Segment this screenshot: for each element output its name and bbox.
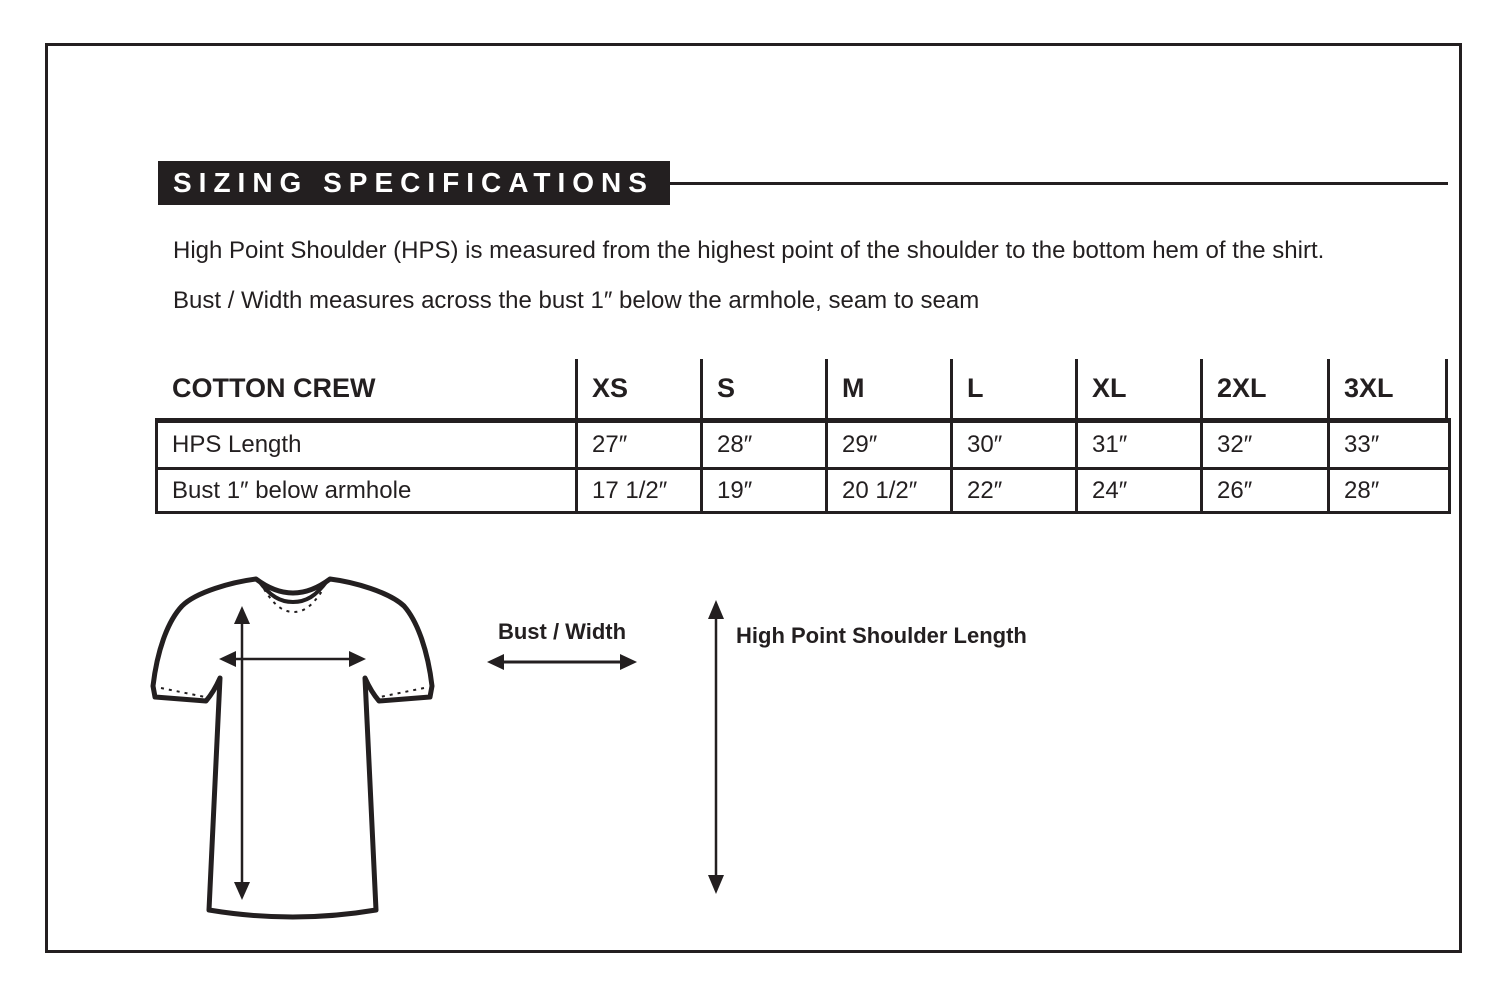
column-header-2xl: 2XL	[1203, 359, 1330, 418]
bust-width-label: Bust / Width	[497, 619, 627, 644]
column-header-product: COTTON CREW	[158, 359, 578, 418]
table-cell: 29″	[828, 423, 953, 467]
table-cell: 26″	[1203, 470, 1330, 511]
column-header-xl: XL	[1078, 359, 1203, 418]
table-cell: 24″	[1078, 470, 1203, 511]
column-header-xs: XS	[578, 359, 703, 418]
table-cell: 28″	[1344, 476, 1380, 504]
horizontal-double-arrow-icon	[484, 651, 640, 673]
tshirt-outline-icon	[148, 566, 478, 956]
vertical-double-arrow-icon	[701, 596, 731, 898]
table-cell: 17 1/2″	[578, 470, 703, 511]
size-table-header	[158, 359, 1448, 418]
column-header-m: M	[828, 359, 953, 418]
table-row	[158, 467, 1448, 511]
shirt-hps-arrow-icon	[234, 606, 250, 900]
size-table-body	[155, 418, 1451, 514]
table-cell: 27″	[578, 423, 703, 467]
title-rule	[670, 182, 1448, 185]
table-cell: 31″	[1078, 423, 1203, 467]
hps-description: High Point Shoulder (HPS) is measured from the highest point of the shoulder to the bottom hem of the shirt.	[173, 237, 1325, 264]
page-title: SIZING SPECIFICATIONS	[158, 161, 670, 205]
table-cell: 20 1/2″	[828, 470, 953, 511]
bust-description: Bust / Width measures across the bust 1″ below the armhole, seam to seam	[173, 287, 980, 314]
table-row	[158, 423, 1448, 467]
row-label: Bust 1″ below armhole	[158, 470, 578, 511]
table-cell: 28″	[703, 423, 828, 467]
column-header-l: L	[953, 359, 1078, 418]
outer-frame	[45, 43, 1462, 953]
table-cell: 19″	[703, 470, 828, 511]
title-bar	[158, 161, 1448, 205]
table-cell: 32″	[1203, 423, 1330, 467]
column-header-3xl: 3XL	[1330, 359, 1448, 418]
row-label: HPS Length	[158, 423, 578, 467]
table-cell: 22″	[953, 470, 1078, 511]
table-cell: 30″	[953, 423, 1078, 467]
table-cell: 33″	[1344, 431, 1380, 458]
hps-length-label: High Point Shoulder Length	[736, 623, 1027, 648]
column-header-s: S	[703, 359, 828, 418]
